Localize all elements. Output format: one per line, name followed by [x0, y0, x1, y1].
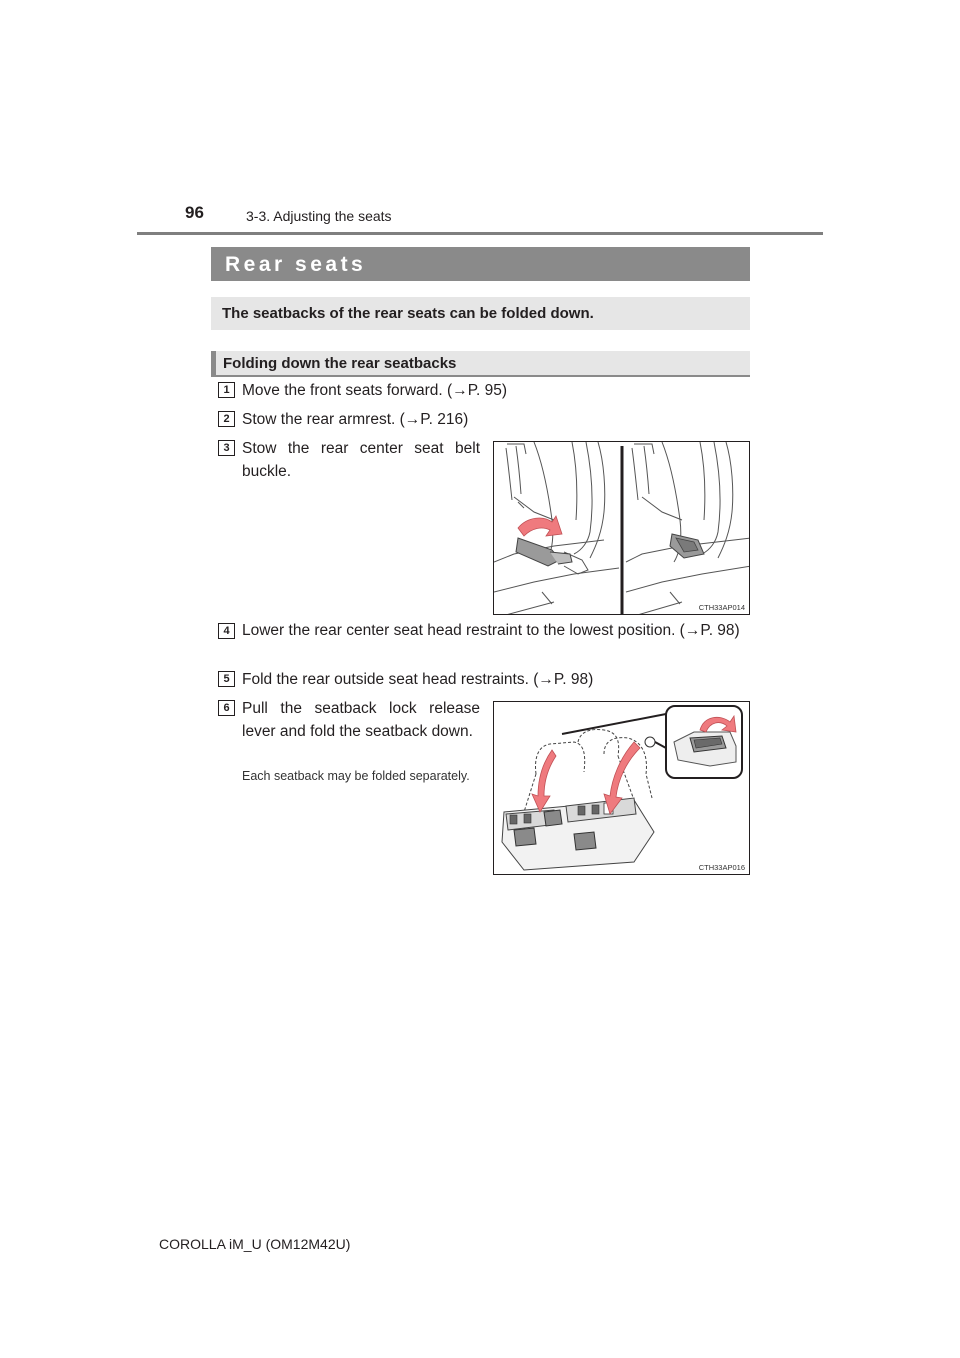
section-title: Rear seats [225, 253, 367, 276]
figure-code-2: CTH33AP016 [698, 863, 745, 872]
step-text-6: Pull the seatback lock release lever and fold the seatback down. [242, 700, 480, 740]
step-text-5: Fold the rear outside seat head restraints. (→P. 98) [242, 671, 594, 688]
step-number-5: 5 [218, 671, 235, 687]
fold-seatback-illustration [494, 702, 750, 875]
footer-model-code: COROLLA iM_U (OM12M42U) [159, 1236, 351, 1252]
step-number-1: 1 [218, 382, 235, 398]
step-text-2: Stow the rear armrest. (→P. 216) [242, 411, 469, 428]
section-title-bar [211, 247, 750, 281]
subheading-bar [211, 351, 750, 377]
figure-fold-seatback [493, 701, 750, 875]
step-text-3: Stow the rear center seat belt buckle. [242, 440, 480, 480]
intro-box [211, 297, 750, 330]
figure-seat-belt-buckle [493, 441, 750, 615]
step-note: Each seatback may be folded separately. [242, 769, 470, 783]
step-text-4: Lower the rear center seat head restraint to the lowest position. (→P. 98) [242, 622, 740, 639]
header-divider [137, 232, 823, 235]
step-number-3: 3 [218, 440, 235, 456]
subheading-text: Folding down the rear seatbacks [223, 355, 457, 372]
step-number-6: 6 [218, 700, 235, 716]
figure-code-1: CTH33AP014 [698, 603, 745, 612]
step-number-4: 4 [218, 623, 235, 639]
step-number-2: 2 [218, 411, 235, 427]
section-breadcrumb: 3-3. Adjusting the seats [246, 208, 392, 224]
intro-text: The seatbacks of the rear seats can be folded down. [222, 305, 594, 322]
step-text-1: Move the front seats forward. (→P. 95) [242, 382, 508, 399]
seat-belt-buckle-illustration [494, 442, 750, 615]
page-number: 96 [185, 203, 204, 222]
